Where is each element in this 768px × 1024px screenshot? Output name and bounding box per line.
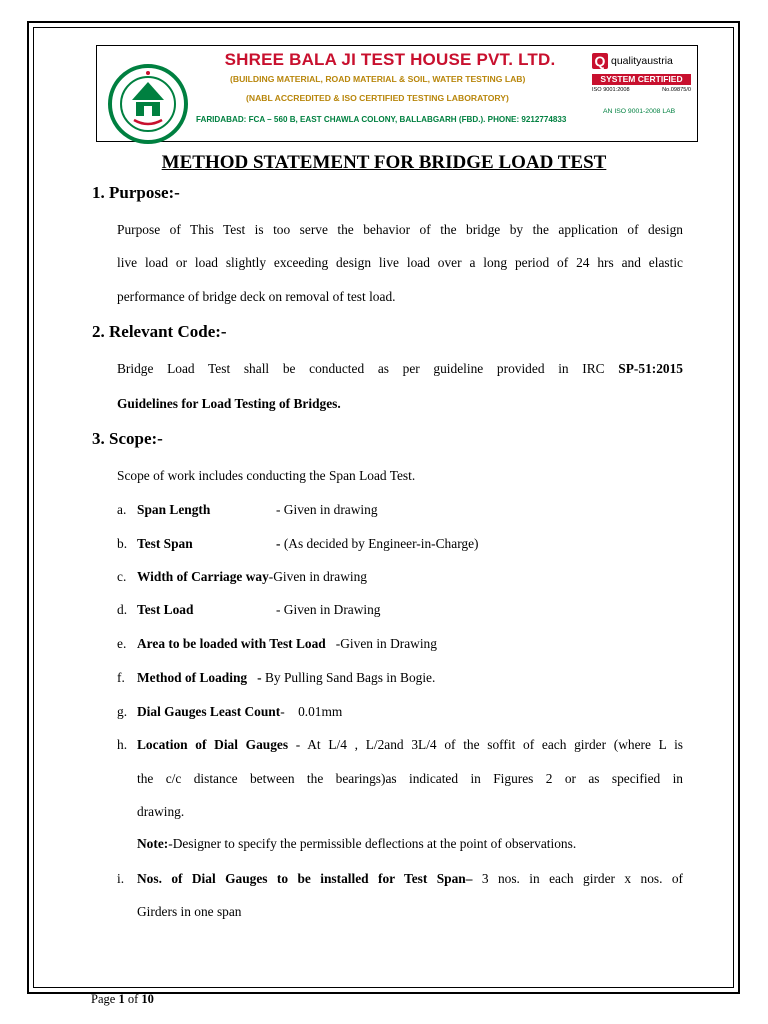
company-seal-logo — [108, 64, 188, 144]
list-item-continuation: the c/c distance between the bearings)as indicated in Figures 2 or as specified in — [137, 771, 683, 786]
cert-brand: qualityaustria — [611, 55, 673, 67]
scope-intro: Scope of work includes conducting the Span Load Test. — [117, 468, 416, 483]
section-heading-purpose: 1. Purpose:- — [92, 183, 180, 202]
code-line-2: Guidelines for Load Testing of Bridges. — [117, 396, 341, 411]
section-heading-scope: 3. Scope:- — [92, 429, 163, 448]
cert-number: No.09875/0 — [662, 87, 691, 93]
lab-tagline: (BUILDING MATERIAL, ROAD MATERIAL & SOIL, WATER TESTING LAB) — [230, 74, 526, 84]
list-item-continuation: Girders in one span — [137, 904, 242, 919]
list-item-continuation: drawing. — [137, 804, 185, 819]
document-title: METHOD STATEMENT FOR BRIDGE LOAD TEST — [161, 152, 607, 173]
page-number: Page 1 of 10 — [91, 992, 154, 1006]
cert-iso: ISO 9001:2008 — [592, 87, 630, 93]
company-name: SHREE BALA JI TEST HOUSE PVT. LTD. — [224, 50, 556, 69]
purpose-line-2: live load or load slightly exceeding design live load over a long period of 24 hrs and elastic — [117, 255, 683, 270]
purpose-line-1: Purpose of This Test is too serve the behavior of the bridge by the application of design — [117, 222, 683, 237]
cert-lab-note: AN ISO 9001-2008 LAB — [603, 108, 676, 115]
accreditation-tagline: (NABL ACCREDITED & ISO CERTIFIED TESTING LABORATORY) — [246, 93, 509, 103]
section-heading-relevant-code: 2. Relevant Code:- — [92, 322, 227, 341]
purpose-line-3: performance of bridge deck on removal of test load. — [117, 289, 396, 304]
code-line-1: Bridge Load Test shall be conducted as per guideline provided in IRC SP-51:2015 — [117, 361, 683, 376]
cert-system-label: SYSTEM CERTIFIED — [592, 74, 691, 85]
quality-austria-icon: Q — [592, 53, 608, 69]
company-address: FARIDABAD: FCA – 560 B, EAST CHAWLA COLONY, BALLABGARH (FBD.). PHONE: 9212774833 — [196, 115, 567, 124]
note-line: Note:-Designer to specify the permissible deflections at the point of observations. — [137, 836, 577, 851]
certification-badge — [592, 51, 691, 93]
